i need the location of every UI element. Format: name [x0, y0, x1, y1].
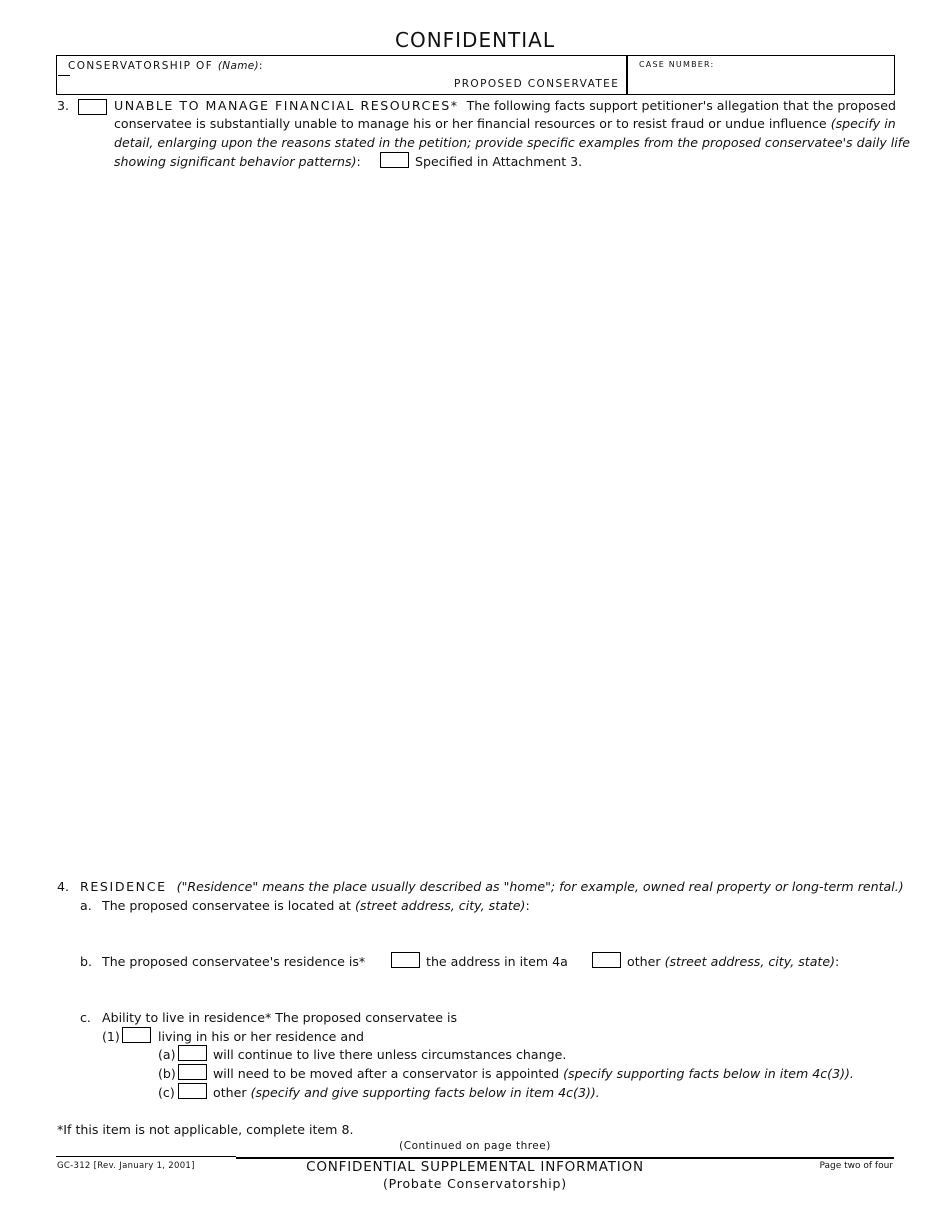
caption-tick	[58, 75, 70, 76]
page-number: Page two of four	[819, 1161, 893, 1171]
item4a-letter: a.	[80, 898, 92, 913]
item4c1-checkbox[interactable]	[122, 1027, 151, 1043]
item4b-letter: b.	[80, 954, 92, 969]
item4c-letter: c.	[80, 1010, 91, 1025]
caption-divider	[626, 55, 628, 95]
form-id: GC-312 [Rev. January 1, 2001]	[57, 1161, 195, 1171]
item4b-option1-label: the address in item 4a	[426, 954, 568, 969]
item4c1c-checkbox[interactable]	[178, 1083, 207, 1099]
item3-attachment-label: Specified in Attachment 3.	[415, 154, 583, 169]
item4c1-text: living in his or her residence and	[158, 1029, 365, 1044]
page-title: CONFIDENTIAL	[394, 28, 555, 52]
case-number-field[interactable]	[630, 72, 890, 90]
item3-line3: detail, enlarging upon the reasons stated in the petition; provide specific examples from the proposed conservatee's daily life	[114, 135, 910, 150]
item4b-option2-checkbox[interactable]	[592, 952, 621, 968]
case-number-label: CASE NUMBER:	[639, 60, 715, 69]
conservatorship-label: CONSERVATORSHIP OF (Name):	[68, 60, 264, 72]
item3-line4: showing significant behavior patterns):	[114, 154, 361, 169]
item4c-text: Ability to live in residence* The proposed conservatee is	[102, 1010, 458, 1025]
footnote: *If this item is not applicable, complete item 8.	[57, 1122, 354, 1137]
item4a-address-field[interactable]	[102, 917, 892, 947]
item4b-text: The proposed conservatee's residence is*	[102, 954, 366, 969]
item4c1b-number: (b)	[158, 1066, 176, 1081]
footer-rule-left	[56, 1156, 236, 1157]
footer-title: CONFIDENTIAL SUPPLEMENTAL INFORMATION	[306, 1159, 644, 1175]
continued-note: (Continued on page three)	[399, 1140, 551, 1152]
item4c1a-number: (a)	[158, 1047, 176, 1062]
item4b-option2-label: other (street address, city, state):	[627, 954, 840, 969]
item3-line1: UNABLE TO MANAGE FINANCIAL RESOURCES* The following facts support petitioner's allegation that the proposed	[114, 98, 896, 113]
item4c1c-number: (c)	[158, 1085, 175, 1100]
item3-heading: UNABLE TO MANAGE FINANCIAL RESOURCES*	[114, 98, 459, 113]
item3-line2: conservatee is substantially unable to manage his or her financial resources or to resist fraud or undue influence (specify in	[114, 116, 896, 131]
item4b-address-field[interactable]	[102, 973, 892, 1003]
footer-subtitle: (Probate Conservatorship)	[383, 1176, 567, 1191]
item3-attachment-checkbox[interactable]	[380, 152, 409, 168]
item4c1a-checkbox[interactable]	[178, 1045, 207, 1061]
item4c1c-text: other (specify and give supporting facts below in item 4c(3)).	[213, 1085, 600, 1100]
item4-heading: RESIDENCE	[80, 879, 167, 894]
item3-number: 3.	[57, 98, 70, 113]
item4b-option1-checkbox[interactable]	[391, 952, 420, 968]
item4c1a-text: will continue to live there unless circumstances change.	[213, 1047, 567, 1062]
conservatee-name-field[interactable]	[70, 70, 620, 78]
item3-response-area[interactable]	[56, 176, 894, 866]
item4c1b-checkbox[interactable]	[178, 1064, 207, 1080]
proposed-conservatee-label: PROPOSED CONSERVATEE	[454, 78, 620, 90]
item4c1b-text: will need to be moved after a conservator is appointed (specify supporting facts below in item 4c(3)).	[213, 1066, 854, 1081]
item4c1-number: (1)	[102, 1029, 120, 1044]
item3-checkbox[interactable]	[78, 99, 107, 115]
item4-heading-line: RESIDENCE ("Residence" means the place usually described as "home"; for example, owned real property or long-term rental.)	[80, 879, 904, 894]
item4-number: 4.	[57, 879, 70, 894]
item4a-text: The proposed conservatee is located at (street address, city, state):	[102, 898, 530, 913]
